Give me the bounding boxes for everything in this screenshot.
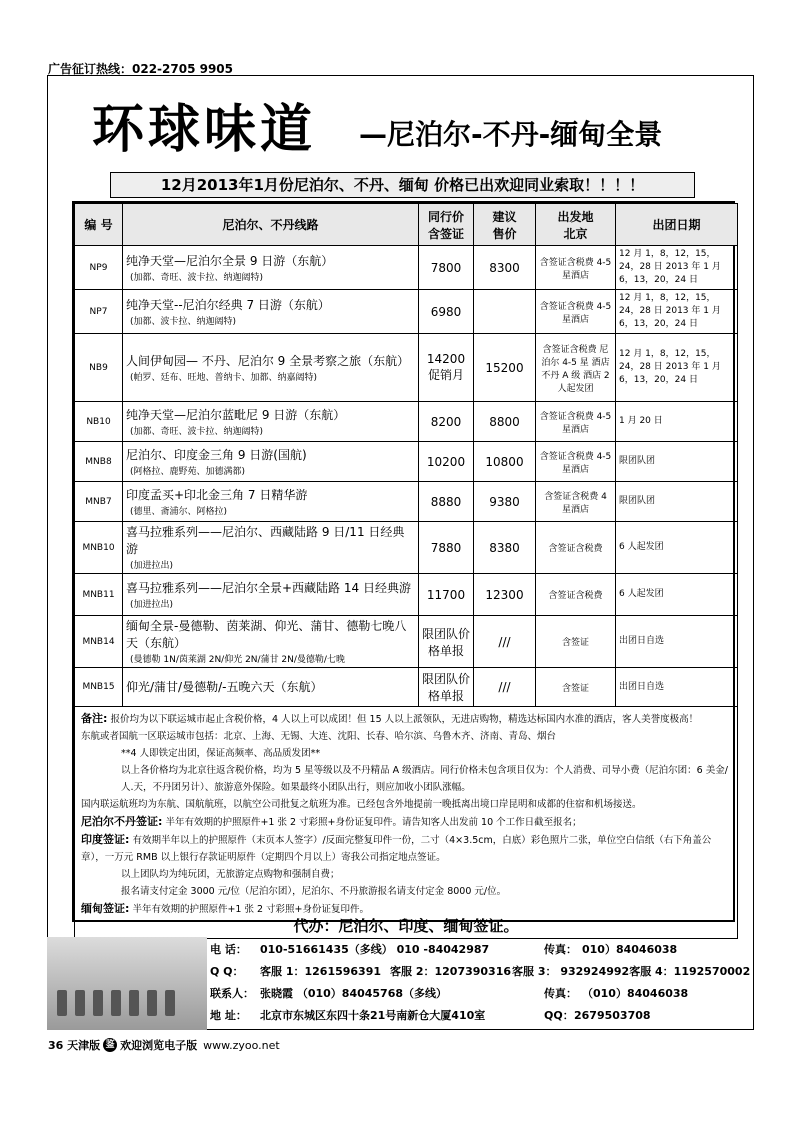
row-date: 12 月 1，8，12，15，24，28 日 2013 年 1 月 6，13，20，24 日 xyxy=(616,334,738,402)
row-suggested-price: 10800 xyxy=(474,442,536,482)
row-date: 限团队团 xyxy=(616,482,738,522)
row-route xyxy=(123,668,419,707)
route-cities: (加进拉出) xyxy=(130,561,174,571)
row-suggested-price: 8800 xyxy=(474,402,536,442)
table-row xyxy=(75,616,738,668)
row-suggested-price: 8380 xyxy=(474,522,536,574)
page-number: 36 天津版 xyxy=(48,1039,101,1052)
route-title: 仰光/蒲甘/曼德勒/-五晚六天（东航） xyxy=(126,679,323,694)
row-date: 出团日自选 xyxy=(616,668,738,707)
prayer-wheel-photo xyxy=(47,937,207,1030)
table-row xyxy=(75,402,738,442)
logo-subtitle: —尼泊尔-不丹-缅甸全景 xyxy=(359,118,663,151)
notice-bar: 12月2013年1月份尼泊尔、不丹、缅甸 价格已出欢迎同业索取！！！！ xyxy=(110,172,695,198)
row-peer-price: 8200 xyxy=(419,402,474,442)
table-row xyxy=(75,522,738,574)
row-code: MNB7 xyxy=(75,482,123,522)
col-suggested-price-header: 建议 售价 xyxy=(474,204,536,246)
row-route xyxy=(123,334,419,402)
route-title: 纯净天堂—尼泊尔蓝毗尼 9 日游（东航） xyxy=(126,407,346,422)
row-departure: 含签证含税费 4-5 星酒店 xyxy=(536,402,616,442)
table-row xyxy=(75,668,738,707)
row-departure: 含签证 xyxy=(536,616,616,668)
table-row xyxy=(75,442,738,482)
route-table xyxy=(74,203,738,939)
row-suggested-price: 12300 xyxy=(474,574,536,616)
col-code-header: 编 号 xyxy=(75,204,123,246)
ad-hotline: 广告征订热线：022-2705 9905 xyxy=(48,62,234,76)
route-cities: (加进拉出) xyxy=(130,599,174,610)
route-cities: (加都、波卡拉、纳迦阔特) xyxy=(130,316,237,327)
row-route xyxy=(123,522,419,574)
row-route xyxy=(123,482,419,522)
table-row xyxy=(75,574,738,616)
row-date: 12 月 1，8，12，15，24，28 日 2013 年 1 月 6，13，20，24 日 xyxy=(616,246,738,290)
table-row xyxy=(75,482,738,522)
row-suggested-price: 15200 xyxy=(474,334,536,402)
row-peer-price: 7880 xyxy=(419,522,474,574)
route-title: 缅甸全景-曼德勒、茵莱湖、仰光、蒲甘、德勒七晚八天（东航） xyxy=(126,619,407,650)
notes-row xyxy=(75,707,738,939)
row-suggested-price xyxy=(474,290,536,334)
route-cities: (德里、斋浦尔、阿格拉) xyxy=(130,506,228,517)
route-cities: (加都、奇旺、波卡拉、纳迦阔特) xyxy=(130,426,264,437)
row-departure: 含签证 xyxy=(536,668,616,707)
row-departure: 含签证含税费 尼泊尔 4-5 星 酒店不丹 A 级 酒店 2 人起发团 xyxy=(536,334,616,402)
row-date: 6 人起发团 xyxy=(616,574,738,616)
footer-text: 欢迎浏览电子版 xyxy=(120,1039,198,1052)
row-suggested-price: 8300 xyxy=(474,246,536,290)
route-cities: (曼德勒 1N/茵莱湖 2N/仰光 2N/蒲甘 2N/曼德勒/七晚 xyxy=(130,655,345,665)
table-row xyxy=(75,334,738,402)
contact-section xyxy=(47,937,754,1030)
col-peer-price-header: 同行价 含签证 xyxy=(419,204,474,246)
contact-lines: 电 话： 010-51661435（多线） 010 -84042987 传真： 010）84046038 Q Q： 客服 1：1261596391 客服 2：1207390316 客服 3： 932924992客服 4：1192570002 联系人： 张晓霞 （010）84045768（多线） 传真： （010）84046038 地 址： 北京市东城区东四十条21号南新仓大厦410室 QQ： 2679503708 xyxy=(210,943,751,1022)
row-departure: 含签证含税费 xyxy=(536,574,616,616)
row-departure: 含签证含税费 4-5 星酒店 xyxy=(536,442,616,482)
col-departure-header: 出发地 北京 xyxy=(536,204,616,246)
row-suggested-price: /// xyxy=(474,668,536,707)
row-departure: 含签证含税费 4-5 星酒店 xyxy=(536,290,616,334)
footer-url[interactable]: www.zyoo.net xyxy=(203,1038,280,1052)
table-header-row xyxy=(75,204,738,246)
row-code: NP7 xyxy=(75,290,123,334)
row-code: MNB11 xyxy=(75,574,123,616)
col-date-header: 出团日期 xyxy=(616,204,738,246)
route-cities: (阿格拉、鹿野苑、加德满都) xyxy=(130,466,246,477)
route-title: 人间伊甸园— 不丹、尼泊尔 9 全景考察之旅（东航） xyxy=(126,353,410,368)
row-route xyxy=(123,574,419,616)
route-cities: (帕罗、廷布、旺地、普纳卡、加都、纳嘉阔特) xyxy=(130,372,318,383)
visa-agency-note: 代办：尼泊尔、印度、缅甸签证。 xyxy=(293,917,519,935)
row-date: 12 月 1，8，12，15，24，28 日 2013 年 1 月 6，13，20，24 日 xyxy=(616,290,738,334)
row-code: NB10 xyxy=(75,402,123,442)
route-title: 纯净天堂—尼泊尔全景 9 日游（东航） xyxy=(126,253,334,268)
route-title: 尼泊尔、印度金三角 9 日游(国航) xyxy=(126,447,307,462)
row-route xyxy=(123,246,419,290)
row-route xyxy=(123,402,419,442)
row-code: MNB14 xyxy=(75,616,123,668)
row-code: NP9 xyxy=(75,246,123,290)
row-peer-price: 11700 xyxy=(419,574,474,616)
table-row xyxy=(75,290,738,334)
logo-title: 环球味道 xyxy=(92,99,317,160)
row-suggested-price: 9380 xyxy=(474,482,536,522)
row-departure: 含签证含税费 xyxy=(536,522,616,574)
row-code: MNB15 xyxy=(75,668,123,707)
row-route xyxy=(123,290,419,334)
row-route xyxy=(123,616,419,668)
notes-block: 备注: 报价均为以下联运城市起止含税价格，4 人以上可以成团！但 15 人以上派领队，无进店购物，精选达标国内水准的酒店，客人美誉度极高！ 东航或者国航一区联运城市包括：北京、上海、无锡、大连、沈阳、长春、哈尔滨、乌鲁木齐、济南、青岛、烟台 **4 人即铁定出团，保证高频率、高品质发团** 以上各价格均为北京往返含税价格，均为 5 星等级以及不丹精品 A 级酒店。同行价格未包含项目仅为：个人消费、司导小费（尼泊尔团：6 美金/人.天，不丹团另计）、旅游意外保险。如果最终小团队出行，则应加收小团队涨幅。 国内联运航班均为东航、国航航班，以航空公司批复之航班为准。已经包含外地提前一晚抵离出境口岸昆明和成都的住宿和机场接送。 尼泊尔不丹签证: 半年有效期的护照原件+1 张 2 寸彩照+身份证复印件。请告知客人出发前 10 个工作日截至报名； 印度签证: 有效期半年以上的护照原件（末页本人签字）/反面完整复印件一份，二寸（4×3.5cm，白底）彩色照片二张，单位空白信纸（右下角盖公章），一万元 RMB 以上银行存款证明原件（定期四个月以上）寄我公司指定地点签证。 以上团队均为纯玩团，无旅游定点购物和强制自费； 报名请支付定金 3000 元/位（尼泊尔团），尼泊尔、不丹旅游报名请支付定金 8000 元/位。 缅甸签证: 半年有效期的护照原件+1 张 2 寸彩照+身份证复印件。 代办：尼泊尔、印度、缅甸签证。 xyxy=(75,707,738,939)
row-peer-price: 10200 xyxy=(419,442,474,482)
magazine-logo-icon: 鉴 xyxy=(103,1038,117,1052)
row-route xyxy=(123,442,419,482)
row-peer-price: 8880 xyxy=(419,482,474,522)
row-code: MNB8 xyxy=(75,442,123,482)
row-peer-price: 限团队价 格单报 xyxy=(419,668,474,707)
table-row xyxy=(75,246,738,290)
route-title: 喜马拉雅系列——尼泊尔全景+西藏陆路 14 日经典游 xyxy=(126,580,411,595)
row-code: MNB10 xyxy=(75,522,123,574)
row-code: NB9 xyxy=(75,334,123,402)
row-date: 6 人起发团 xyxy=(616,522,738,574)
route-title: 纯净天堂--尼泊尔经典 7 日游（东航） xyxy=(126,297,330,312)
header-banner xyxy=(47,75,754,165)
row-suggested-price: /// xyxy=(474,616,536,668)
row-peer-price: 7800 xyxy=(419,246,474,290)
row-departure: 含签证含税费 4 星酒店 xyxy=(536,482,616,522)
page-footer xyxy=(48,1037,280,1053)
route-cities: (加都、奇旺、波卡拉、纳迦阔特) xyxy=(130,272,264,283)
row-peer-price: 限团队价 格单报 xyxy=(419,616,474,668)
col-route-header: 尼泊尔、不丹线路 xyxy=(123,204,419,246)
route-title: 印度孟买+印北金三角 7 日精华游 xyxy=(126,487,308,502)
route-table-wrapper xyxy=(72,201,735,935)
row-date: 1 月 20 日 xyxy=(616,402,738,442)
row-date: 限团队团 xyxy=(616,442,738,482)
row-date: 出团日自选 xyxy=(616,616,738,668)
route-title: 喜马拉雅系列——尼泊尔、西藏陆路 9 日/11 日经典游 xyxy=(126,525,405,556)
row-peer-price: 14200 促销月 xyxy=(419,334,474,402)
row-peer-price: 6980 xyxy=(419,290,474,334)
row-departure: 含签证含税费 4-5 星酒店 xyxy=(536,246,616,290)
